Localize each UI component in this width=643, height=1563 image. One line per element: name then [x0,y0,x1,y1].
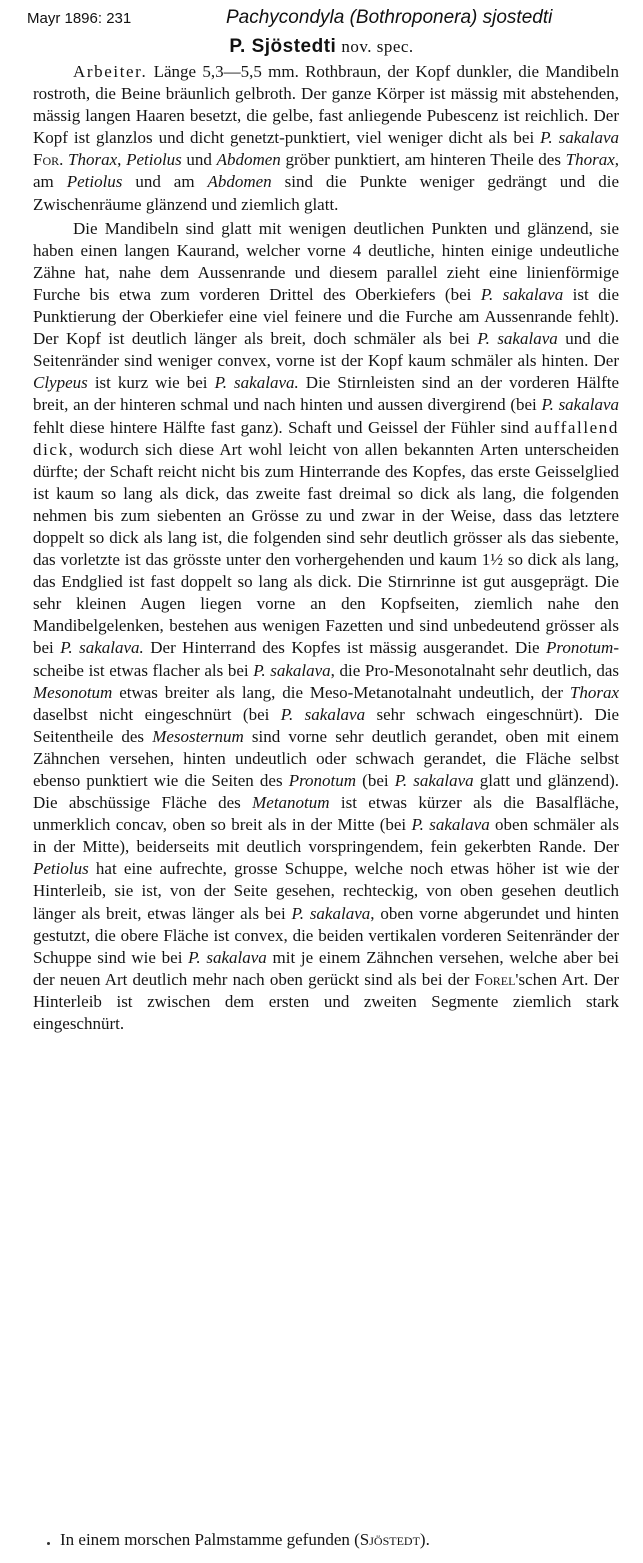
species-status: nov. spec. [341,37,414,56]
taxon-title: Pachycondyla (Bothroponera) sjostedti [226,7,553,28]
species-heading [0,35,643,58]
description-body [33,61,619,1035]
citation-reference: Mayr 1896: 231 [27,10,132,27]
scan-speck [47,1542,50,1545]
paragraph-worker: Arbeiter. Länge 5,3—5,5 mm. Rothbraun, der Kopf dunkler, die Mandibeln rostroth, die Beine bräunlich gelbroth. Der ganze Körper ist mässig mit abstehenden, mässig langen Haaren besetzt, die gelbe, fast anliegende Pubescenz ist reichlich. Der Kopf ist glanzlos und dicht genetzt-punktiert, viel weniger dicht als bei P. sakalava For. Thorax, Petiolus und Abdomen gröber punktiert, am hinteren Theile des Thorax, am Petiolus und am Abdomen sind die Punkte weniger gedrängt und die Zwischenräume glänzend und ziemlich glatt. [33,62,620,214]
paragraph-morphology: Die Mandibeln sind glatt mit wenigen deutlichen Punkten und glänzend, sie haben einen langen Kaurand, welcher vorne 4 deutliche, hinten einige undeutliche Zähne hat, nahe dem Aussenrande und diesem parallel zieht eine linienförmige Furche bis etwa zum vorderen Drittel des Oberkiefers (bei P. sakalava ist die Punktierung der Oberkiefer eine viel feinere und die Furche am Aussenrande fehlt). Der Kopf ist deutlich länger als breit, doch schmäler als bei P. sakalava und die Seitenränder sind weniger convex, vorne ist der Kopf kaum schmäler als hinten. Der Clypeus ist kurz wie bei P. sakalava. Die Stirnleisten sind an der vorderen Hälfte breit, an der hinteren schmal und nach hinten und aussen divergirend (bei P. sakalava fehlt diese hintere Hälfte fast ganz). Schaft und Geissel der Fühler sind auffallend dick, wodurch sich diese Art wohl leicht von allen bekannten Arten unterscheiden dürfte; der Schaft reicht nicht bis zum Hinterrande des Kopfes, das erste Geisselglied ist kaum so lang als dick, das zweite fast dreimal so dick als lang, die folgenden nehmen bis zum siebenten an Grösse zu und zwar in der Weise, dass das letztere doppelt so dick als lang ist, die folgenden sind sehr deutlich grösser als das siebente, das vorletzte ist das grösste unter den vorhergehenden und kaum 1½ so dick als lang, das Endglied ist fast doppelt so lang als dick. Die Stirnrinne ist gut ausgeprägt. Die sehr kleinen Augen liegen vorne an den Kopfseiten, ziemlich nahe den Mandibelgelenken, bestehen aus wenigen Fazetten und sind unbedeutend grösser als bei P. sakalava. Der Hinterrand des Kopfes ist mässig ausgerandet. Die Pronotum-scheibe ist etwas flacher als bei P. sakalava, die Pro-Mesonotalnaht sehr deutlich, das Mesonotum etwas breiter als lang, die Meso-Metanotalnaht undeutlich, der Thorax daselbst nicht eingeschnürt (bei P. sakalava sehr schwach eingeschnürt). Die Seitentheile des Mesosternum sind vorne sehr deutlich gerandet, oben mit einem Zähnchen versehen, hinten undeutlich oder schwach gerandet, die Fläche selbst ebenso punktiert wie die Seiten des Pronotum (bei P. sakalava glatt und glänzend). Die abschüssige Fläche des Metanotum ist etwas kürzer als die Basalfläche, unmerklich concav, oben so breit als in der Mitte (bei P. sakalava oben schmäler als in der Mitte), beiderseits mit deutlich vorspringendem, fein gekerbten Rande. Der Petiolus hat eine aufrechte, grosse Schuppe, welche noch etwas höher ist wie der Hinterleib, sie ist, von der Seite gesehen, rechteckig, von oben gesehen deutlich länger als breit, etwas länger als bei P. sakalava, oben vorne abgerundet und hinten gestutzt, die obere Fläche ist convex, die beiden vertikalen vorderen Seitenränder der Schuppe sind wie bei P. sakalava mit je einem Zähnchen versehen, welche aber bei der neuen Art deutlich mehr nach oben gerückt sind als bei der Forel'schen Art. Der Hinterleib ist zwischen dem ersten und zweiten Segmente ziemlich stark eingeschnürt. [33,218,620,1034]
species-name: P. Sjöstedti [229,36,337,57]
locality-note: In einem morschen Palmstamme gefunden (Sjöstedt). [60,1530,430,1549]
